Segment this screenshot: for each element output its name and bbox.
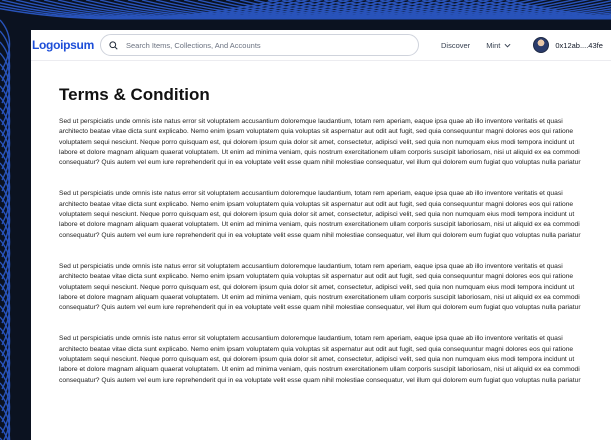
wallet-address: 0x12ab....43fe (555, 40, 603, 50)
app-window (31, 30, 611, 440)
page-title: Terms & Condition (59, 85, 210, 104)
terms-content (31, 61, 611, 386)
top-navbar (31, 30, 611, 61)
nav-discover-label: Discover (441, 40, 471, 50)
terms-paragraph: Sed ut perspiciatis unde omnis iste natus error sit voluptatem accusantium doloremque laudantium, totam rem aperiam, eaque ipsa quae ab illo inventore veritatis et quasi architecto beatae vitae dicta sunt explicabo. Nemo enim ipsam voluptatem quia voluptas sit aspernatur aut odit aut fugit, sed quia consequuntur magni dolores eos qui ratione voluptatem sequi nesciunt. Neque porro quisquam est, qui dolorem ipsum quia dolor sit amet, consectetur, adipisci velit, sed quia non numquam eius modi tempora incidunt ut labore et dolore magnam aliquam quaerat voluptatem. Ut enim ad minima veniam, quis nostrum exercitationem ullam corporis suscipit laboriosam, nisi ut aliquid ex ea commodi consequatur? Quis autem vel eum iure reprehenderit qui in ea voluptate velit esse quam nihil molestiae consequatur, vel illum qui dolorem eum fugiat quo voluptas nulla pariatur (59, 118, 581, 167)
logo[interactable]: Logoipsum (32, 38, 94, 52)
terms-paragraph: Sed ut perspiciatis unde omnis iste natus error sit voluptatem accusantium doloremque laudantium, totam rem aperiam, eaque ipsa quae ab illo inventore veritatis et quasi architecto beatae vitae dicta sunt explicabo. Nemo enim ipsam voluptatem quia voluptas sit aspernatur aut odit aut fugit, sed quia consequuntur magni dolores eos qui ratione voluptatem sequi nesciunt. Neque porro quisquam est, qui dolorem ipsum quia dolor sit amet, consectetur, adipisci velit, sed quia non numquam eius modi tempora incidunt ut labore et dolore magnam aliquam quaerat voluptatem. Ut enim ad minima veniam, quis nostrum exercitationem ullam corporis suscipit laboriosam, nisi ut aliquid ex ea commodi consequatur? Quis autem vel eum iure reprehenderit qui in ea voluptate velit esse quam nihil molestiae consequatur, vel illum qui dolorem eum fugiat quo voluptas nulla pariatur (59, 335, 581, 384)
nav-mint[interactable] (486, 41, 511, 50)
wallet-account[interactable] (533, 37, 603, 53)
terms-paragraph: Sed ut perspiciatis unde omnis iste natus error sit voluptatem accusantium doloremque laudantium, totam rem aperiam, eaque ipsa quae ab illo inventore veritatis et quasi architecto beatae vitae dicta sunt explicabo. Nemo enim ipsam voluptatem quia voluptas sit aspernatur aut odit aut fugit, sed quia consequuntur magni dolores eos qui ratione voluptatem sequi nesciunt. Neque porro quisquam est, qui dolorem ipsum quia dolor sit amet, consectetur, adipisci velit, sed quia non numquam eius modi tempora incidunt ut labore et dolore magnam aliquam quaerat voluptatem. Ut enim ad minima veniam, quis nostrum exercitationem ullam corporis suscipit laboriosam, nisi ut aliquid ex ea commodi consequatur? Quis autem vel eum iure reprehenderit qui in ea voluptate velit esse quam nihil molestiae consequatur, vel illum qui dolorem eum fugiat quo voluptas nulla pariatur (59, 262, 581, 312)
main-nav (441, 41, 527, 50)
avatar (533, 37, 549, 53)
terms-paragraph: Sed ut perspiciatis unde omnis iste natus error sit voluptatem accusantium doloremque laudantium, totam rem aperiam, eaque ipsa quae ab illo inventore veritatis et quasi architecto beatae vitae dicta sunt explicabo. Nemo enim ipsam voluptatem quia voluptas sit aspernatur aut odit aut fugit, sed quia consequuntur magni dolores eos qui ratione voluptatem sequi nesciunt. Neque porro quisquam est, qui dolorem ipsum quia dolor sit amet, consectetur, adipisci velit, sed quia non numquam eius modi tempora incidunt ut labore et dolore magnam aliquam quaerat voluptatem. Ut enim ad minima veniam, quis nostrum exercitationem ullam corporis suscipit laboriosam, nisi ut aliquid ex ea commodi consequatur? Quis autem vel eum iure reprehenderit qui in ea voluptate velit esse quam nihil molestiae consequatur, vel illum qui dolorem eum fugiat quo voluptas nulla pariatur (59, 190, 581, 239)
search-input[interactable] (124, 40, 388, 51)
nav-discover[interactable] (441, 41, 470, 50)
search-icon (109, 41, 118, 50)
nav-mint-label: Mint (486, 40, 501, 50)
chevron-down-icon (504, 43, 511, 48)
search-bar[interactable] (100, 34, 419, 56)
